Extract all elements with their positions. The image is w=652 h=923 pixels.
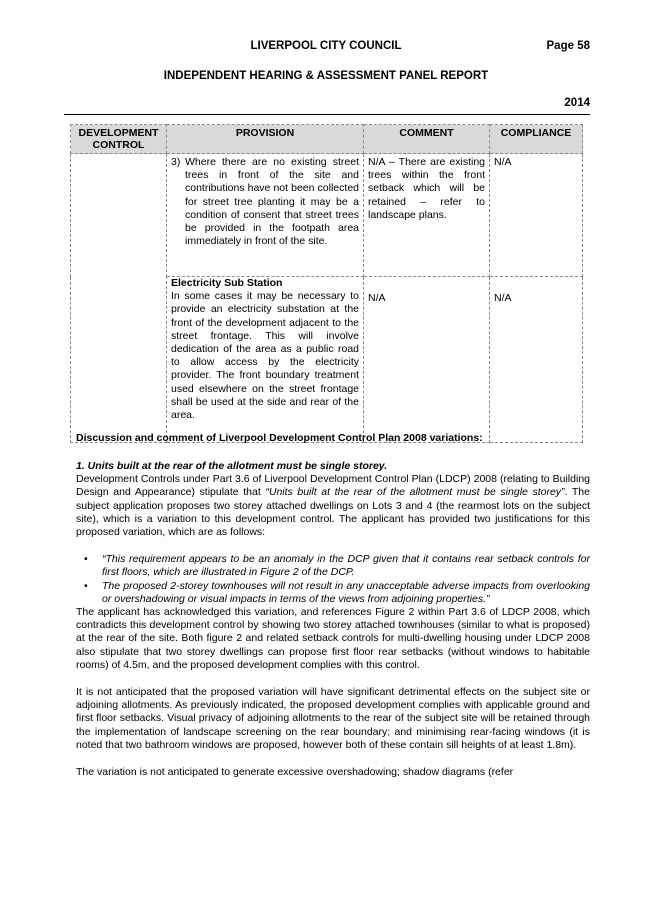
paragraph: The applicant has acknowledged this variation, and references Figure 2 within Part 3.6 of LDCP 2008, which contradicts this development control by showing two storey attached townhouses (similar to what is proposed) at the rear of the site. Both figure 2 and related setback controls for multi-dwelling housing under LDCP 2008 also stipulate that two storey dwellings can propose first floor rear setbacks (without windows to habitable rooms) of 4.5m, and the proposed development complies with this control. — [76, 606, 590, 671]
development-control-cell — [71, 154, 167, 443]
paragraph-text: . The subject application proposes two storey attached dwellings on Lots 3 and 4 (the rearmost lots on the subject site), which is a variation to this development control. The applicant has provided two justifications for this proposed variation, which are as follows: — [76, 486, 590, 539]
comment-cell: N/A – There are existing trees within the front setback which will be retained – refer to landscape plans. — [364, 154, 490, 277]
compliance-cell: N/A — [490, 277, 583, 443]
header-provision: PROVISION — [167, 125, 364, 154]
report-year: 2014 — [564, 97, 590, 109]
header-compliance: COMPLIANCE — [490, 125, 583, 154]
paragraph: The variation is not anticipated to generate excessive overshadowing; shadow diagrams (refer — [76, 766, 514, 779]
variation-subheading: 1. Units built at the rear of the allotment must be single storey. — [76, 460, 388, 472]
provision-cell — [167, 154, 364, 277]
table-header-row — [71, 125, 583, 154]
comment-cell: N/A — [364, 277, 490, 443]
quoted-control: “Units built at the rear of the allotment must be single storey” — [265, 486, 565, 499]
provision-text: Where there are no existing street trees in front of the site and contributions have not been collected for street tree planting it may be a condition of consent that street trees be provided in the footpath area immediately in front of the site. — [185, 156, 359, 248]
paragraph — [76, 473, 590, 539]
list-item — [76, 553, 590, 579]
list-item-text: “This requirement appears to be an anomaly in the DCP given that it contains rear setback controls for first floors, which are illustrated in Figure 2 of the DCP. — [102, 553, 590, 579]
list-item — [76, 580, 590, 606]
provision-text: In some cases it may be necessary to provide an electricity substation at the front of the development adjacent to the street frontage. This will involve dedication of the area as a public road to allow access by the electricity provider. The front boundary treatment used elsewhere on the street frontage shall be used at the side and rear of the area. — [171, 290, 359, 422]
paragraph: It is not anticipated that the proposed variation will have significant detrimental effects on the subject site or adjoining allotments. As previously indicated, the proposed development complies with applicable ground and first floor setbacks. Visual privacy of adjoining allotments to the rear of the subject site will be retained through the implementation of landscape screening on the rear boundary; and minimising rear-facing windows (it is noted that two bathroom windows are proposed, however both of these contain sill heights of at least 1.8m). — [76, 686, 590, 751]
provision-cell — [167, 277, 364, 443]
discussion-heading: Discussion and comment of Liverpool Development Control Plan 2008 variations: — [76, 432, 483, 444]
provision-subheading: Electricity Sub Station — [171, 277, 283, 289]
paragraph-text: Development Controls under Part 3.6 of Liverpool Development Control Plan (LDCP) 2008 (relating to Building Design and Appearance) stipulate that — [76, 473, 590, 499]
page-number: Page 58 — [546, 40, 590, 52]
header-development-control: DEVELOPMENT CONTROL — [71, 125, 167, 154]
header-comment: COMMENT — [364, 125, 490, 154]
table-row — [71, 154, 583, 277]
compliance-cell: N/A — [490, 154, 583, 277]
bullet-icon: • — [84, 553, 88, 566]
header-rule — [64, 114, 590, 115]
discussion-body — [76, 460, 590, 779]
controls-table — [70, 124, 583, 443]
report-title: INDEPENDENT HEARING & ASSESSMENT PANEL REPORT — [163, 70, 489, 82]
list-item-text: The proposed 2-storey townhouses will not result in any unacceptable adverse impacts from overlooking or overshadowing or visual impacts in terms of the views from adjoining properties.” — [102, 579, 590, 605]
council-name: LIVERPOOL CITY COUNCIL — [250, 40, 402, 52]
bullet-icon: • — [84, 579, 88, 592]
justification-list — [76, 553, 590, 606]
provision-number: 3) — [171, 156, 181, 168]
